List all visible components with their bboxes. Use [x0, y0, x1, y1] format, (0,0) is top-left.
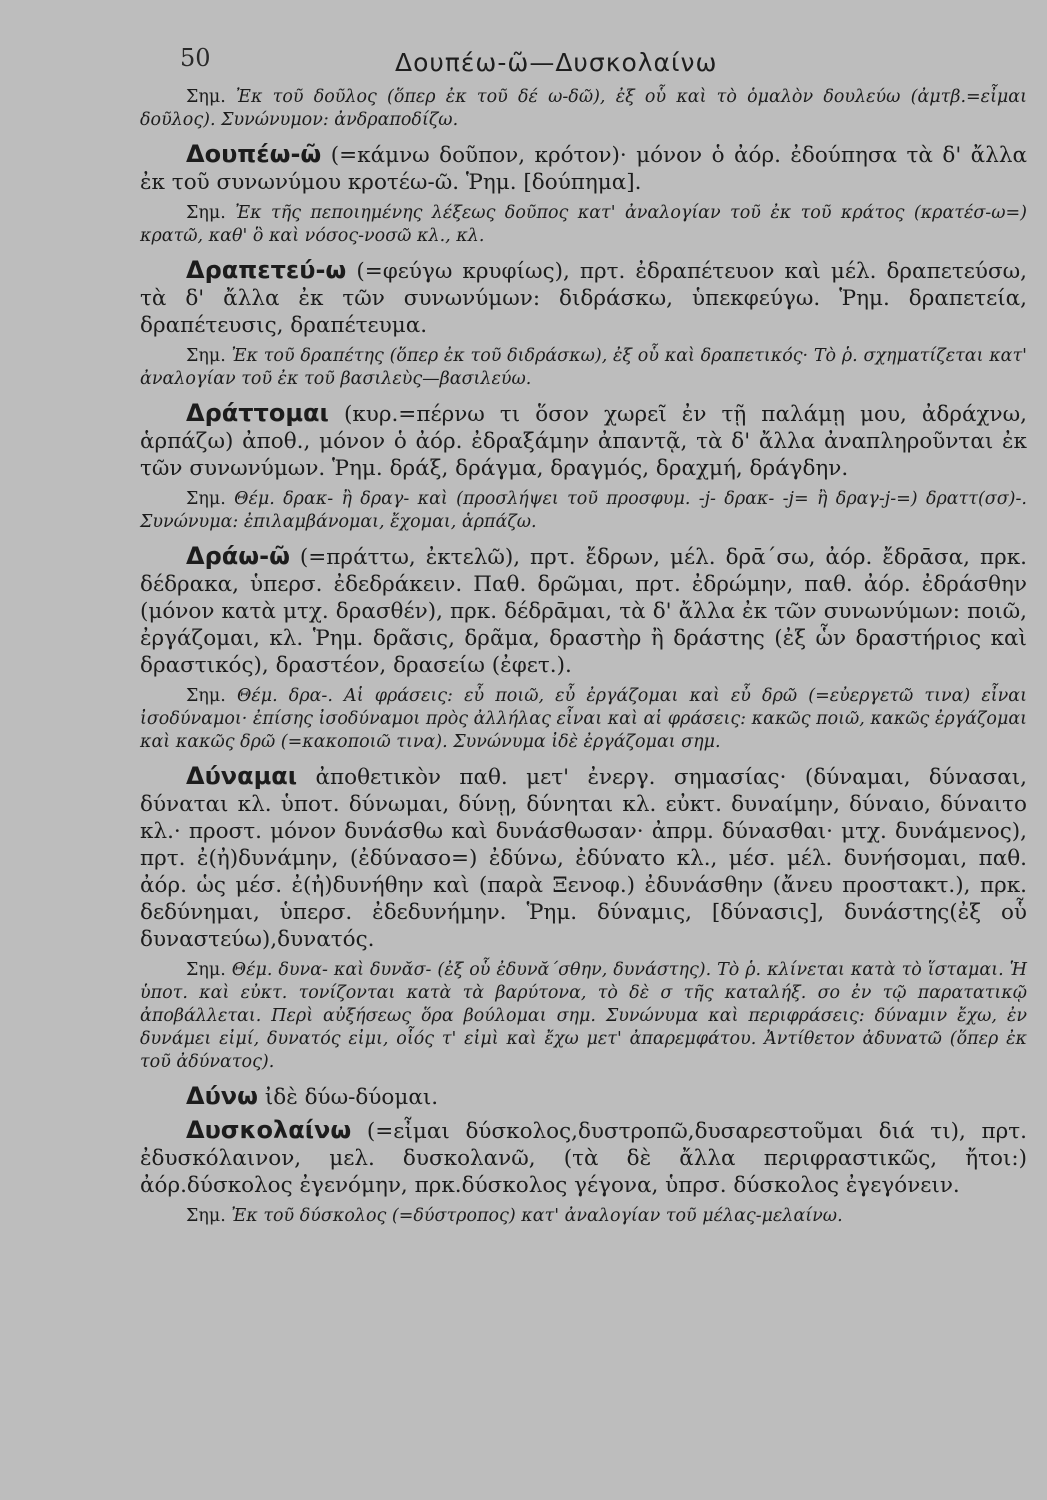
- entry-drattomai: [140, 400, 1027, 482]
- note-doupeo: [140, 202, 1027, 248]
- entry-dyskolaino: [140, 1117, 1027, 1199]
- note-text: Ἐκ τοῦ δοῦλος (ὅπερ ἐκ τοῦ δέ ω-δῶ), ἐξ οὗ καὶ τὸ ὁμαλὸν δουλεύω (ἀμτβ.=εἶμαι δοῦλος). Συνώνυμον: ἀνδραποδίζω.: [140, 87, 1027, 130]
- note-lead: Σημ.: [186, 1206, 226, 1226]
- headword: Δύνω: [186, 1082, 258, 1110]
- note-drapeteuo: [140, 345, 1027, 391]
- note-lead: Σημ.: [186, 686, 226, 706]
- entry-drao: [140, 543, 1027, 679]
- entry-dynamai: [140, 763, 1027, 953]
- entry-drapeteuo: [140, 257, 1027, 339]
- entry-text: (=κάμνω δοῦπον, κρότον)· μόνον ὁ ἀόρ. ἐδούπησα τὰ δ' ἄλλα ἐκ τοῦ συνωνύμου κροτέω-ῶ. Ῥημ. [δούπημα].: [140, 143, 1027, 195]
- entry-text: (=πράττω, ἐκτελῶ), πρτ. ἔδρων, μέλ. δρᾱ´σω, ἀόρ. ἔδρᾱσα, πρκ. δέδρακα, ὑπερσ. ἐδεδράκειν. Παθ. δρῶμαι, πρτ. ἐδρώμην, παθ. ἀόρ. ἐδράσθην (μόνον κατὰ μτχ. δρασθέν), πρκ. δέδρᾱμαι, τὰ δ' ἄλλα ἐκ τῶν συνωνύμων: ποιῶ, ἐργάζομαι, κλ. Ῥημ. δρᾶσις, δρᾶμα, δραστὴρ ἢ δράστης (ἐξ ὧν δραστήριος καὶ δραστικός), δραστέον, δρασείω (ἐφετ.).: [140, 545, 1027, 678]
- running-title: Δουπέω-ῶ—Δυσκολαίνω: [395, 48, 718, 77]
- entry-text: (=φεύγω κρυφίως), πρτ. ἐδραπέτευον καὶ μέλ. δραπετεύσω, τὰ δ' ἄλλα ἐκ τῶν συνωνύμων: διδράσκω, ὑπεκφεύγω. Ῥημ. δραπετεία, δραπέτευσις, δραπέτευμα.: [140, 259, 1027, 338]
- note-lead: Σημ.: [186, 203, 226, 223]
- page-header: [140, 36, 1027, 86]
- note-text: Ἐκ τῆς πεποιημένης λέξεως δοῦπος κατ' ἀναλογίαν τοῦ ἐκ τοῦ κράτος (κρατέσ-ω=) κρατῶ, καθ' ὃ καὶ νόσος-νοσῶ κλ., κλ.: [140, 203, 1027, 246]
- entry-text: ἰδὲ δύω-δύομαι.: [264, 1085, 439, 1110]
- entries: [140, 86, 1027, 1228]
- note-dynamai: [140, 959, 1027, 1074]
- entry-doupeo: [140, 141, 1027, 196]
- headword: Δουπέω-ῶ: [186, 140, 322, 168]
- note-drattomai: [140, 488, 1027, 534]
- headword: Δύναμαι: [186, 762, 298, 790]
- note-text: Ἐκ τοῦ δραπέτης (ὅπερ ἐκ τοῦ διδράσκω), ἐξ οὗ καὶ δραπετικός· Τὸ ῥ. σχηματίζεται κατ' ἀναλογίαν τοῦ ἐκ τοῦ βασιλεὺς—βασιλεύω.: [140, 346, 1027, 389]
- headword: Δραπετεύ-ω: [186, 256, 347, 284]
- headword: Δυσκολαίνω: [186, 1116, 352, 1144]
- note-text: Θέμ. δρακ- ἢ δραγ- καὶ (προσλήψει τοῦ προσφυμ. -j- δρακ- -j= ἢ δραγ-j-=) δραττ(σσ)-. Συνώνυμα: ἐπιλαμβάνομαι, ἔχομαι, ἁρπάζω.: [140, 489, 1027, 532]
- note-lead: Σημ.: [186, 489, 226, 509]
- page-number: 50: [180, 44, 211, 72]
- note-drao: [140, 685, 1027, 754]
- note-lead: Σημ.: [186, 960, 226, 980]
- note-text: Θέμ. δρα-. Αἱ φράσεις: εὖ ποιῶ, εὖ ἐργάζομαι καὶ εὖ δρῶ (=εὐεργετῶ τινα) εἶναι ἰσοδύναμοι· ἐπίσης ἰσοδύναμοι πρὸς ἀλλήλας εἶναι καὶ αἱ φράσεις: κακῶς ποιῶ, κακῶς ἐργάζομαι καὶ κακῶς δρῶ (=κακοποιῶ τινα). Συνώνυμα ἰδὲ ἐργάζομαι σημ.: [140, 686, 1027, 752]
- note-douleuo: [140, 86, 1027, 132]
- note-lead: Σημ.: [186, 346, 226, 366]
- entry-text: (κυρ.=πέρνω τι ὅσον χωρεῖ ἐν τῇ παλάμῃ μου, ἀδράχνω, ἁρπάζω) ἀποθ., μόνον ὁ ἀόρ. ἐδραξάμην ἀπαντᾷ, τὰ δ' ἄλλα ἀναπληροῦνται ἐκ τῶν συνωνύμων. Ῥημ. δράξ, δράγμα, δραγμός, δραχμή, δράγδην.: [140, 402, 1027, 481]
- note-text: Ἐκ τοῦ δύσκολος (=δύστροπος) κατ' ἀναλογίαν τοῦ μέλας-μελαίνω.: [231, 1206, 843, 1226]
- note-dyskolaino: [140, 1205, 1027, 1228]
- entry-text: (=εἶμαι δύσκολος,δυστροπῶ,δυσαρεστοῦμαι διά τι), πρτ. ἐδυσκόλαινον, μελ. δυσκολανῶ, (τὰ δὲ ἄλλα περιφραστικῶς, ἤτοι:) ἀόρ.δύσκολος ἐγενόμην, πρκ.δύσκολος γέγονα, ὑπρσ. δύσκολος ἐγεγόνειν.: [140, 1119, 1027, 1198]
- entry-text: ἀποθετικὸν παθ. μετ' ἐνεργ. σημασίας· (δύναμαι, δύνασαι, δύναται κλ. ὑποτ. δύνωμαι, δύνῃ, δύνηται κλ. εὐκτ. δυναίμην, δύναιο, δύναιτο κλ.· προστ. μόνον δυνάσθω καὶ δυνάσθωσαν· ἀπρμ. δύνασθαι· μτχ. δυνάμενος), πρτ. ἐ(ἠ)δυνάμην, (ἐδύνασο=) ἐδύνω, ἐδύνατο κλ., μέσ. μέλ. δυνήσομαι, παθ. ἀόρ. ὡς μέσ. ἐ(ἠ)δυνήθην καὶ (παρὰ Ξενοφ.) ἐδυνάσθην (ἄνευ προστακτ.), πρκ. δεδύνημαι, ὑπερσ. ἐδεδυνήμην. Ῥημ. δύναμις, [δύνασις], δυνάστης(ἐξ οὗ δυναστεύω),δυνατός.: [140, 765, 1027, 952]
- entry-dyno: [140, 1083, 1027, 1111]
- headword: Δράττομαι: [186, 399, 329, 427]
- headword: Δράω-ῶ: [186, 542, 290, 570]
- note-text: Θέμ. δυνα- καὶ δυνᾰσ- (ἐξ οὗ ἐδυνᾰ´σθην, δυνάστης). Τὸ ῥ. κλίνεται κατὰ τὸ ἵσταμαι. Ἡ ὑποτ. καὶ εὐκτ. τονίζονται κατὰ τὰ βαρύτονα, τὸ δὲ σ τῆς καταλήξ. σο ἐν τῷ παρατατικῷ ἀποβάλλεται. Περὶ αὐξήσεως ὅρα βούλομαι σημ. Συνώνυμα καὶ περιφράσεις: δύναμιν ἔχω, ἐν δυνάμει εἰμί, δυνατός εἰμι, οἷός τ' εἰμὶ καὶ ἔχω μετ' ἀπαρεμφάτου. Ἀντίθετον ἀδυνατῶ (ὅπερ ἐκ τοῦ ἀδύνατος).: [140, 960, 1027, 1072]
- note-lead: Σημ.: [186, 87, 226, 107]
